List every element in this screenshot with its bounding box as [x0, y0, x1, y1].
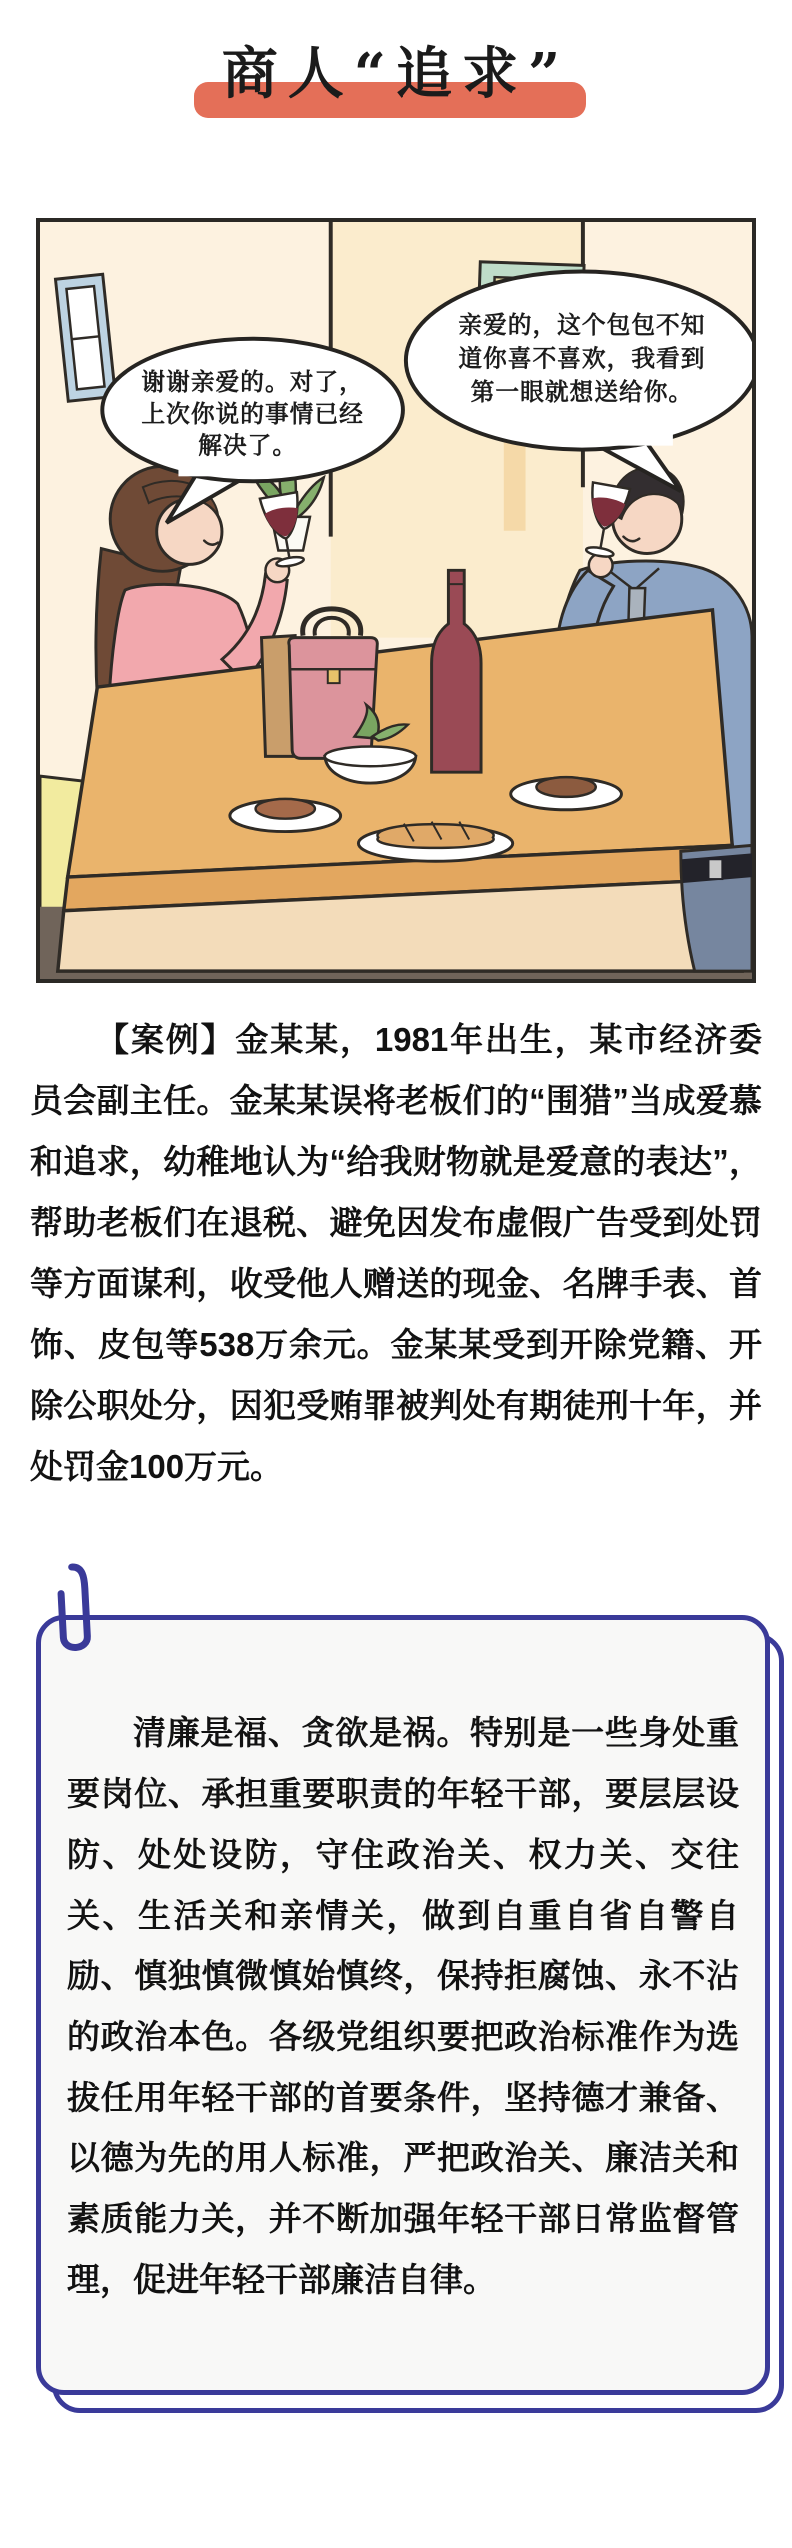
page-title-text: 商人“追求” — [221, 41, 571, 107]
man-legs — [681, 845, 752, 971]
right-bubble-line-1: 亲爱的，这个包包不知 — [458, 312, 706, 339]
case-paragraph: 【案例】金某某，1981年出生，某市经济委员会副主任。金某某误将老板们的“围猎”当成爱慕和追求，幼稚地认为“给我财物就是爱意的表达”，帮助老板们在退税、避免因发布虚假广告受到处罚等方面谋利，收受他人赠送的现金、名牌手表、首饰、皮包等538万余元。金某某受到开除党籍、开除公职处分，因犯受贿罪被判处有期徒刑十年，并处罚金100万元。 — [30, 1021, 762, 1486]
comic-panel — [36, 218, 756, 983]
page-title — [208, 30, 584, 110]
left-bubble-line-1: 谢谢亲爱的。对了， — [141, 370, 364, 397]
right-bubble-line-2: 道你喜不喜欢，我看到 — [458, 346, 706, 373]
left-bubble-line-3: 解决了。 — [198, 433, 298, 460]
paper-clip-icon — [49, 1558, 98, 1664]
quote-section — [36, 1615, 770, 2394]
left-plate — [230, 799, 341, 832]
quote-box — [36, 1615, 770, 2394]
right-plate — [511, 777, 622, 810]
left-bubble-line-2: 上次你说的事情已经 — [141, 401, 364, 428]
right-bubble-line-3: 第一眼就想送给你。 — [470, 380, 694, 407]
comic-illustration — [40, 222, 752, 979]
quote-paragraph: 清廉是福、贪欲是祸。特别是一些身处重要岗位、承担重要职责的年轻干部，要层层设防、处处设防，守住政治关、权力关、交往关、生活关和亲情关，做到自重自省自警自励、慎独慎微慎始慎终，保持拒腐蚀、永不沾的政治本色。各级党组织要把政治标准作为选拔任用年轻干部的首要条件，坚持德才兼备、以德为先的用人标准，严把政治关、廉洁关和素质能力关，并不断加强年轻干部日常监督管理，促进年轻干部廉洁自律。 — [67, 1714, 739, 2298]
title-section — [0, 0, 792, 110]
